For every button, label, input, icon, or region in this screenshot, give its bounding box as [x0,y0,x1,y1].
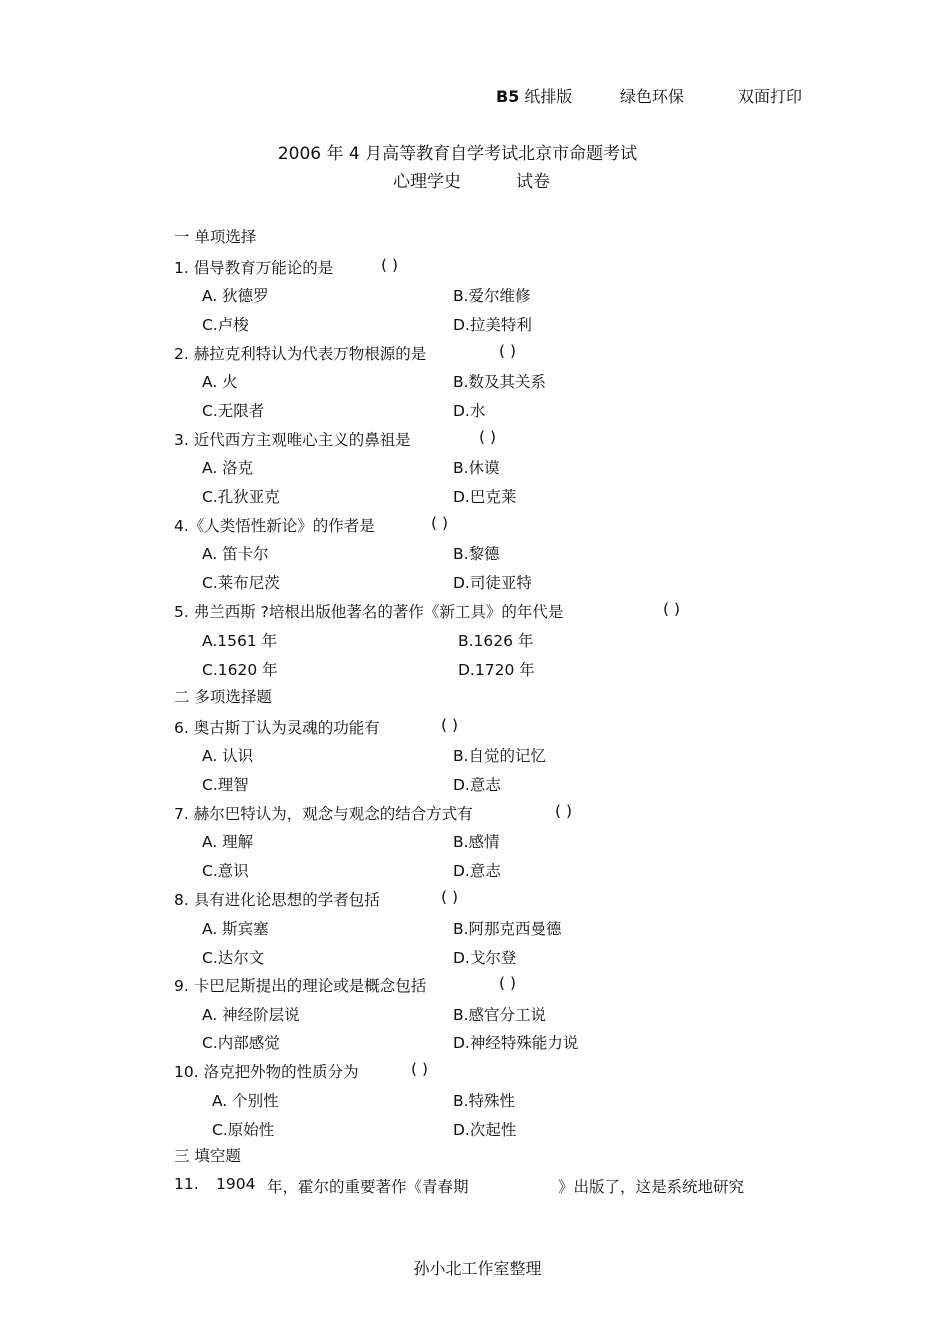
question-text: 9. 卡巴尼斯提出的理论或是概念包括 [174,977,427,995]
question-text: 6. 奥古斯丁认为灵魂的功能有 [174,719,380,737]
exam-subject: 心理学史 [393,172,461,192]
option-d: D.次起性 [453,1121,517,1139]
option-c: C.内部感觉 [202,1034,280,1052]
option-d: D.巴克莱 [453,488,517,506]
option-b: B.爱尔维修 [453,287,531,305]
question-text: 年，霍尔的重要著作《青春期 [267,1178,469,1196]
option-a: A. 斯宾塞 [202,920,269,938]
option-c: C.意识 [202,862,249,880]
question-text: 8. 具有进化论思想的学者包括 [174,891,380,909]
option-a: A. 认识 [202,747,254,765]
answer-blank: ( ) [479,428,497,446]
option-d: D.意志 [453,776,501,794]
option-b: B.阿那克西曼德 [453,920,562,938]
question-text: 7. 赫尔巴特认为，观念与观念的结合方式有 [174,805,473,823]
option-a: A. 神经阶层说 [202,1006,300,1024]
answer-blank: ( ) [663,600,681,618]
option-c: C.1620 年 [202,661,278,679]
answer-blank: ( ) [441,888,459,906]
section-heading: 二 多项选择题 [174,688,272,706]
option-d: D.神经特殊能力说 [453,1034,579,1052]
answer-blank: ( ) [431,514,449,532]
question-text: 3. 近代西方主观唯心主义的鼻祖是 [174,431,411,449]
section-heading: 一 单项选择 [174,228,257,246]
option-c: C.卢梭 [202,316,249,334]
exam-paper-label: 试卷 [516,172,550,192]
option-d: D.水 [453,402,486,420]
question-text: 4.《人类悟性新论》的作者是 [174,517,375,535]
answer-blank: ( ) [441,716,459,734]
option-a: A. 火 [202,373,238,391]
option-c: C.无限者 [202,402,265,420]
question-text: 5. 弗兰西斯 ?培根出版他著名的著作《新工具》的年代是 [174,603,564,621]
page-footer: 孙小北工作室整理 [413,1259,542,1278]
option-d: D.拉美特利 [453,316,532,334]
option-c: C.达尔文 [202,949,265,967]
option-d: D.1720 年 [458,661,535,679]
answer-blank: ( ) [499,342,517,360]
option-b: B.1626 年 [458,632,534,650]
question-text: 1. 倡导教育万能论的是 [174,259,334,277]
header-duplex: 双面打印 [738,87,803,106]
option-b: B.黎德 [453,545,500,563]
answer-blank: ( ) [555,802,573,820]
question-text-end: 》出版了，这是系统地研究 [558,1178,745,1196]
paper-label: 纸排版 [524,87,573,106]
option-a: A.1561 年 [202,632,278,650]
option-c: C.孔狄亚克 [202,488,280,506]
option-a: A. 笛卡尔 [202,545,269,563]
option-d: D.司徒亚特 [453,574,532,592]
option-b: B.自觉的记忆 [453,747,547,765]
option-a: A. 理解 [202,833,254,851]
option-a: A. 个别性 [212,1092,279,1110]
question-year: 1904 [216,1175,256,1193]
answer-blank: ( ) [499,974,517,992]
section-heading: 三 填空题 [174,1147,241,1165]
option-b: B.感官分工说 [453,1006,547,1024]
option-a: A. 洛克 [202,459,254,477]
answer-blank: ( ) [381,256,399,274]
paper-size: B5 [496,87,520,106]
question-number: 11. [174,1175,199,1193]
option-b: B.感情 [453,833,500,851]
header-eco: 绿色环保 [620,87,685,106]
option-b: B.特殊性 [453,1092,516,1110]
option-c: C.原始性 [212,1121,275,1139]
option-d: D.意志 [453,862,501,880]
option-c: C.理智 [202,776,249,794]
option-a: A. 狄德罗 [202,287,269,305]
option-d: D.戈尔登 [453,949,517,967]
option-c: C.莱布尼茨 [202,574,280,592]
option-b: B.数及其关系 [453,373,547,391]
exam-title: 2006 年 4 月高等教育自学考试北京市命题考试 [277,144,638,164]
option-b: B.休谟 [453,459,500,477]
answer-blank: ( ) [411,1060,429,1078]
header-paper-size [496,84,572,107]
question-text: 2. 赫拉克利特认为代表万物根源的是 [174,345,427,363]
question-text: 10. 洛克把外物的性质分为 [174,1063,359,1081]
